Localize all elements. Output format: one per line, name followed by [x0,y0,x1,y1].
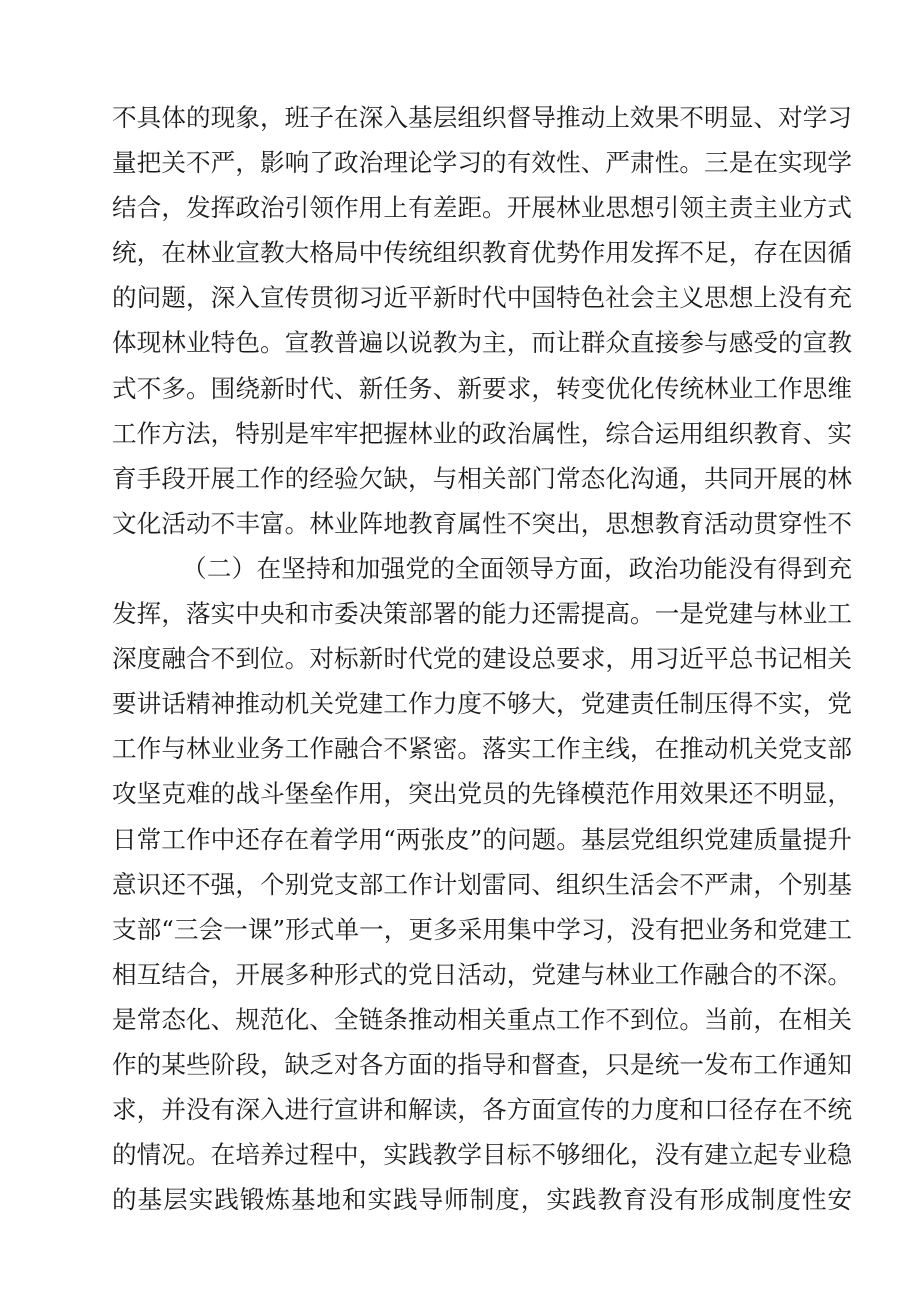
text-line: 式不多。围绕新时代、新任务、新要求，转变优化传统林业工作思维 [112,373,852,403]
text-line: 作的某些阶段，缺乏对各方面的指导和督查，只是统一发布工作通知 [112,1049,852,1079]
text-line: 工作与林业业务工作融合不紧密。落实工作主线，在推动机关党支部 [112,734,852,764]
text-line: 工作方法，特别是牢牢把握林业的政治属性，综合运用组织教育、实 [112,418,852,448]
text-line: 量把关不严，影响了政治理论学习的有效性、严肃性。三是在实现学 [112,148,852,178]
text-line: 意识还不强，个别党支部工作计划雷同、组织生活会不严肃，个别基 [112,869,852,899]
text-line: 相互结合，开展多种形式的党日活动，党建与林业工作融合的不深。 [112,959,852,989]
text-line: 要讲话精神推动机关党建工作力度不够大，党建责任制压得不实，党 [112,689,852,719]
text-line: 求，并没有深入进行宣讲和解读，各方面宣传的力度和口径存在不统 [112,1095,852,1125]
text-line: 深度融合不到位。对标新时代党的建设总要求，用习近平总书记相关 [112,644,852,674]
text-line: 不具体的现象，班子在深入基层组织督导推动上效果不明显、对学习 [112,103,852,132]
section-heading-line: （二）在坚持和加强党的全面领导方面，政治功能没有得到充 [182,553,852,583]
text-line: 结合，发挥政治引领作用上有差距。开展林业思想引领主责主业方式 [112,193,852,223]
text-line: 的基层实践锻炼基地和实践导师制度，实践教育没有形成制度性安 [112,1185,852,1215]
body-text [112,95,852,1222]
text-line: 的情况。在培养过程中，实践教学目标不够细化，没有建立起专业稳 [112,1140,852,1170]
text-line: 发挥，落实中央和市委决策部署的能力还需提高。一是党建与林业工 [112,599,852,629]
text-line: 是常态化、规范化、全链条推动相关重点工作不到位。当前，在相关 [112,1004,852,1034]
text-line: 统，在林业宣教大格局中传统组织教育优势作用发挥不足，存在因循 [112,238,852,268]
text-line: 日常工作中还存在着学用“两张皮”的问题。基层党组织党建质量提升 [112,824,852,854]
text-line: 的问题，深入宣传贯彻习近平新时代中国特色社会主义思想上没有充 [112,283,852,313]
text-line: 体现林业特色。宣教普遍以说教为主，而让群众直接参与感受的宣教 [112,328,852,358]
text-line: 攻坚克难的战斗堡垒作用，突出党员的先锋模范作用效果还不明显， [112,779,852,809]
text-line: 支部“三会一课”形式单一，更多采用集中学习，没有把业务和党建工 [112,914,852,944]
text-line: 育手段开展工作的经验欠缺，与相关部门常态化沟通，共同开展的林 [112,463,852,493]
text-line: 文化活动不丰富。林业阵地教育属性不突出，思想教育活动贯穿性不 [112,508,852,538]
